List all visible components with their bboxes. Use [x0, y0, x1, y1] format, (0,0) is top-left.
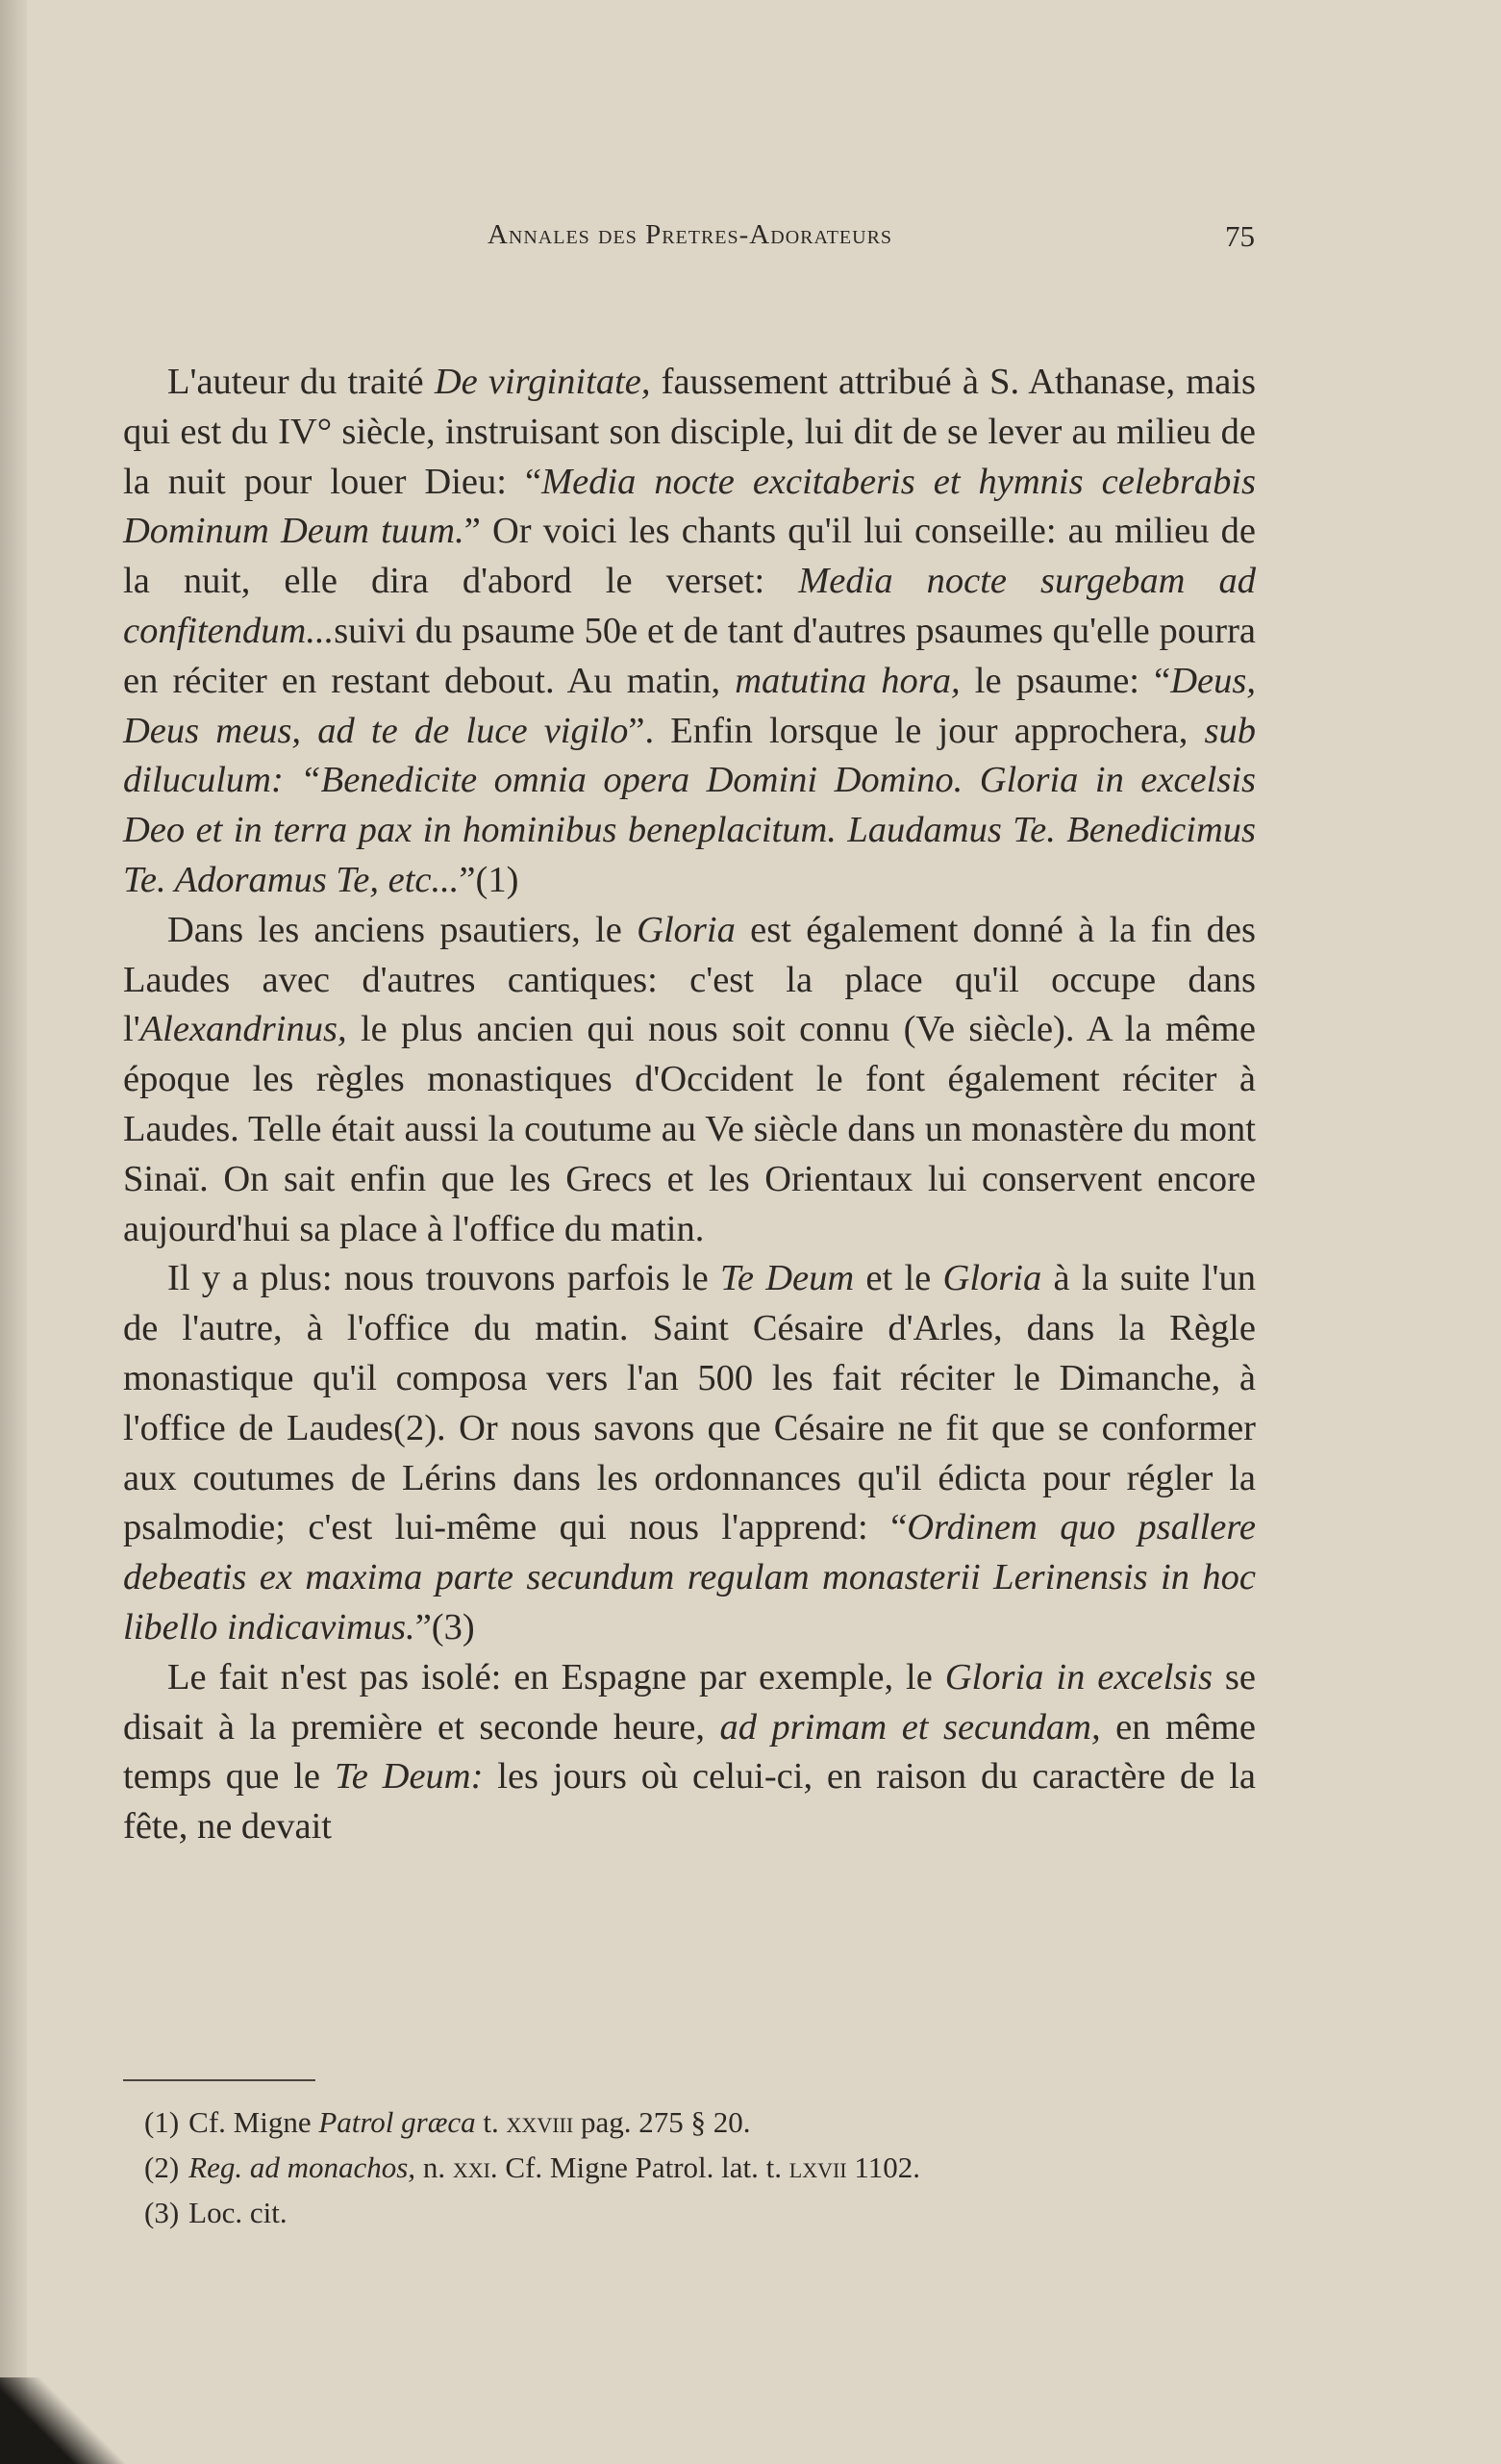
scan-corner-shadow	[0, 2377, 125, 2464]
paragraph-run-italic: Ordinem quo psallere debeatis ex maxima parte secundum regulam monasterii Lerinensis in hoc libello indicavimus.	[123, 1507, 1256, 1647]
footnote	[144, 2190, 1202, 2235]
footnote-run-text: Loc. cit.	[188, 2196, 288, 2229]
footnotes	[144, 2099, 1202, 2235]
footnote-run-text: . Cf. Migne Patrol. lat. t.	[489, 2150, 789, 2184]
footnote-run-text: pag. 275 § 20.	[573, 2105, 751, 2139]
paragraph-run-text: ”. Enfin lorsque le jour approchera,	[628, 710, 1205, 751]
footnote	[144, 2145, 1202, 2190]
paragraph-run-text: ” Or voici les chants qu'il lui conseille: au milieu de la nuit, elle dira d'abord le verset:	[123, 511, 1256, 602]
paragraph-run-text: Il y a plus: nous trouvons parfois le	[167, 1258, 720, 1299]
paragraph-run-italic: Media nocte surgebam ad confitendum...	[123, 561, 1256, 651]
paragraph-run-italic: Gloria in excelsis	[944, 1656, 1213, 1697]
footnote-text	[188, 2196, 287, 2229]
footnote-run-text: Cf. Migne	[188, 2105, 319, 2139]
footnote-number: (3)	[144, 2196, 180, 2229]
paragraph-run-text: à la suite l'un de l'autre, à l'office du matin. Saint Césaire d'Arles, dans la Règle monastique qu'il composa vers l'an 500 les fait réciter le Dimanche, à l'office de Laudes(2). Or nous savons que Césaire ne fit que se conformer aux coutumes de Lérins dans les ordonnances qu'il édicta pour régler la psalmodie; c'est lui-même qui nous l'apprend: “	[123, 1258, 1256, 1548]
page-number: 75	[1225, 219, 1255, 253]
paragraph-run-italic: Media nocte excitaberis et hymnis celebrabis Dominum Deum tuum.	[123, 461, 1256, 552]
paragraph-run-italic: sub diluculum: “Benedicite omnia opera Domini Domino. Gloria in excelsis Deo et in terra pax in hominibus beneplacitum. Laudamus Te. Benedicimus Te. Adoramus Te, etc...	[123, 710, 1256, 900]
footnote-number: (1)	[144, 2105, 180, 2139]
paragraph-run-italic: Gloria	[942, 1258, 1042, 1299]
paragraph	[123, 906, 1256, 1255]
paragraph-run-italic: Gloria	[637, 909, 736, 950]
paragraph-run-text: Dans les anciens psautiers, le	[167, 909, 638, 950]
footnote-run-text: t.	[475, 2105, 507, 2139]
paragraph-run-italic: Deus, Deus meus, ad te de luce vigilo	[123, 660, 1256, 751]
footnote-text	[188, 2105, 750, 2139]
paragraph-run-text: Le fait n'est pas isolé: en Espagne par exemple, le	[167, 1656, 945, 1697]
running-title: Annales des Pretres-Adorateurs	[487, 219, 893, 250]
paragraph-run-text: ”(1)	[459, 859, 519, 900]
paragraph-run-italic: Te Deum:	[334, 1756, 484, 1798]
footnote-run-italic: Patrol græca	[318, 2105, 476, 2139]
paragraph-run-text: faussement attribué à S. Athanase, mais qui est du IV° siècle, instruisant son disciple, lui dit de se lever au milieu de la nuit pour louer Dieu: “	[123, 362, 1256, 502]
footnote-run-text: n.	[415, 2150, 453, 2184]
running-head	[125, 219, 1255, 258]
paragraph	[123, 1653, 1256, 1852]
footnote-run-text: 1102.	[846, 2150, 920, 2184]
paragraph-run-italic: ad primam et secundam,	[719, 1706, 1101, 1747]
page-gutter-shadow	[0, 0, 27, 2464]
body-text	[123, 358, 1256, 1852]
paragraph-run-text: le psaume: “	[960, 660, 1171, 701]
paragraph-run-text: ”(3)	[414, 1606, 475, 1647]
paragraph-run-italic: matutina hora,	[735, 660, 961, 701]
paragraph	[123, 358, 1256, 906]
paragraph-run-text: suivi du psaume 50e et de tant d'autres psaumes qu'elle pourra en réciter en restant debout. Au matin,	[123, 610, 1256, 701]
paragraph-run-text: en même temps que le	[123, 1706, 1256, 1798]
paragraph-run-text: le plus ancien qui nous soit connu (Ve siècle). A la même époque les règles monastiques d'Occident le font également réciter à Laudes. Telle était aussi la coutume au Ve siècle dans un monastère du mont Sinaï. On sait enfin que les Grecs et les Orientaux lui conservent encore aujourd'hui sa place à l'office du matin.	[123, 1009, 1256, 1249]
footnote-run-text: xxi	[452, 2150, 490, 2184]
footnote-run-text: xxviii	[506, 2105, 574, 2139]
paragraph-run-text: se disait à la première et seconde heure,	[123, 1656, 1256, 1747]
footnote-divider	[123, 2079, 315, 2081]
paragraph-run-italic: Alexandrinus,	[139, 1009, 347, 1050]
paragraph-run-text: les jours où celui-ci, en raison du caractère de la fête, ne devait	[123, 1756, 1257, 1848]
paragraph-run-text: et le	[854, 1258, 943, 1299]
paragraph-run-italic: De virginitate,	[434, 362, 651, 402]
paragraph-run-text: L'auteur du traité	[167, 362, 435, 402]
paragraph	[123, 1254, 1256, 1652]
paragraph-run-text: est également donné à la fin des Laudes avec d'autres cantiques: c'est la place qu'il occupe dans l'	[123, 909, 1256, 1050]
footnote-text	[188, 2150, 920, 2184]
footnote-number: (2)	[144, 2150, 180, 2184]
paragraph-run-italic: Te Deum	[720, 1258, 855, 1299]
footnote	[144, 2099, 1202, 2145]
footnote-run-text: lxvii	[788, 2150, 847, 2184]
footnote-run-italic: Reg. ad monachos,	[188, 2150, 416, 2184]
